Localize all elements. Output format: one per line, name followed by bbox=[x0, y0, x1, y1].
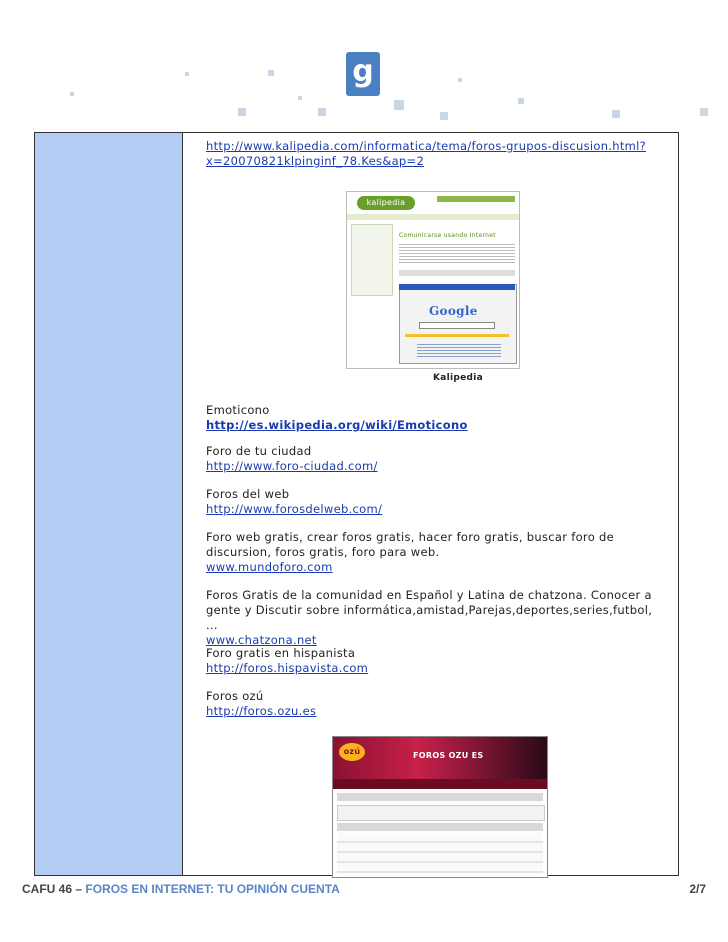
link-lines bbox=[417, 342, 501, 358]
decor-dot bbox=[440, 112, 448, 120]
link-block-emoticono bbox=[206, 403, 666, 433]
ozu-logo: ozú bbox=[339, 743, 365, 761]
link-title: Foro gratis en hispanista bbox=[206, 646, 356, 660]
link-block-foro-ciudad bbox=[206, 444, 666, 474]
link-block-hispavista bbox=[206, 646, 666, 676]
footer-prefix: CAFU 46 – bbox=[22, 882, 86, 896]
text-lines bbox=[399, 242, 515, 264]
page-number: 2/7 bbox=[689, 882, 706, 896]
nav-strip bbox=[437, 196, 515, 202]
link-url[interactable]: http://www.foro-ciudad.com/ bbox=[206, 459, 378, 473]
ozu-row bbox=[337, 805, 545, 821]
link-url[interactable]: http://www.forosdelweb.com/ bbox=[206, 502, 383, 516]
link-title: Foros ozú bbox=[206, 689, 264, 703]
google-logo: Google bbox=[429, 304, 478, 318]
link-url[interactable]: http://foros.ozu.es bbox=[206, 704, 317, 718]
g-logo-icon: g bbox=[346, 52, 380, 96]
link-title: Emoticono bbox=[206, 403, 270, 417]
decor-dot bbox=[458, 78, 462, 82]
menu-strip bbox=[347, 214, 519, 220]
link-url[interactable]: http://foros.hispavista.com bbox=[206, 661, 369, 675]
link-url[interactable]: www.chatzona.net bbox=[206, 633, 317, 647]
link-block-mundoforo bbox=[206, 530, 666, 575]
decor-dot bbox=[70, 92, 74, 96]
left-menu bbox=[351, 224, 393, 296]
footer-title: FOROS EN INTERNET: TU OPINIÓN CUENTA bbox=[85, 882, 340, 896]
kalipedia-logo: kalipedia bbox=[357, 196, 415, 210]
toolbar-strip bbox=[399, 270, 515, 276]
ozu-title: FOROS OZU ES bbox=[413, 751, 484, 760]
content-frame bbox=[34, 132, 679, 876]
decor-dot bbox=[298, 96, 302, 100]
link-block-chatzona bbox=[206, 588, 666, 648]
kalipedia-url-block bbox=[206, 139, 666, 169]
link-block-ozu bbox=[206, 689, 666, 719]
kalipedia-caption: Kalipedia bbox=[432, 373, 484, 383]
decor-dot bbox=[394, 100, 404, 110]
ozu-screenshot bbox=[332, 736, 548, 878]
window-titlebar bbox=[399, 284, 515, 290]
decor-dot bbox=[185, 72, 189, 76]
highlight-strip bbox=[405, 334, 509, 337]
kalipedia-screenshot bbox=[346, 191, 520, 369]
ozu-forum-list bbox=[337, 833, 543, 873]
link-url[interactable]: http://es.wikipedia.org/wiki/Emoticono bbox=[206, 418, 468, 432]
decor-dot bbox=[238, 108, 246, 116]
ozu-row bbox=[337, 823, 543, 831]
link-title: Foros del web bbox=[206, 487, 290, 501]
link-url[interactable]: www.mundoforo.com bbox=[206, 560, 333, 574]
blue-sidebar-column bbox=[35, 133, 183, 875]
link-title: Foro de tu ciudad bbox=[206, 444, 312, 458]
decor-dot bbox=[700, 108, 708, 116]
screenshot-heading: Comunicarse usando Internet bbox=[399, 232, 496, 239]
link-block-forosdelweb bbox=[206, 487, 666, 517]
ozu-row bbox=[337, 793, 543, 801]
google-search-box bbox=[419, 322, 495, 329]
decor-dot bbox=[268, 70, 274, 76]
link-title: Foros Gratis de la comunidad en Español y Latina de chatzona. Conocer a gente y Discutir sobre informática,amistad,Parejas,deportes,series,futbol, ... bbox=[206, 588, 653, 632]
page-header bbox=[0, 0, 728, 132]
link-title: Foro web gratis, crear foros gratis, hacer foro gratis, buscar foro de discursion, foros gratis, foro para web. bbox=[206, 530, 614, 559]
decor-dot bbox=[518, 98, 524, 104]
decor-dot bbox=[318, 108, 326, 116]
ozu-navbar bbox=[333, 779, 547, 789]
page-footer bbox=[22, 882, 706, 896]
kalipedia-link[interactable]: http://www.kalipedia.com/informatica/tema/foros-grupos-discusion.html? x=20070821klpinginf_78.Kes&ap=2 bbox=[206, 139, 647, 168]
decor-dot bbox=[612, 110, 620, 118]
